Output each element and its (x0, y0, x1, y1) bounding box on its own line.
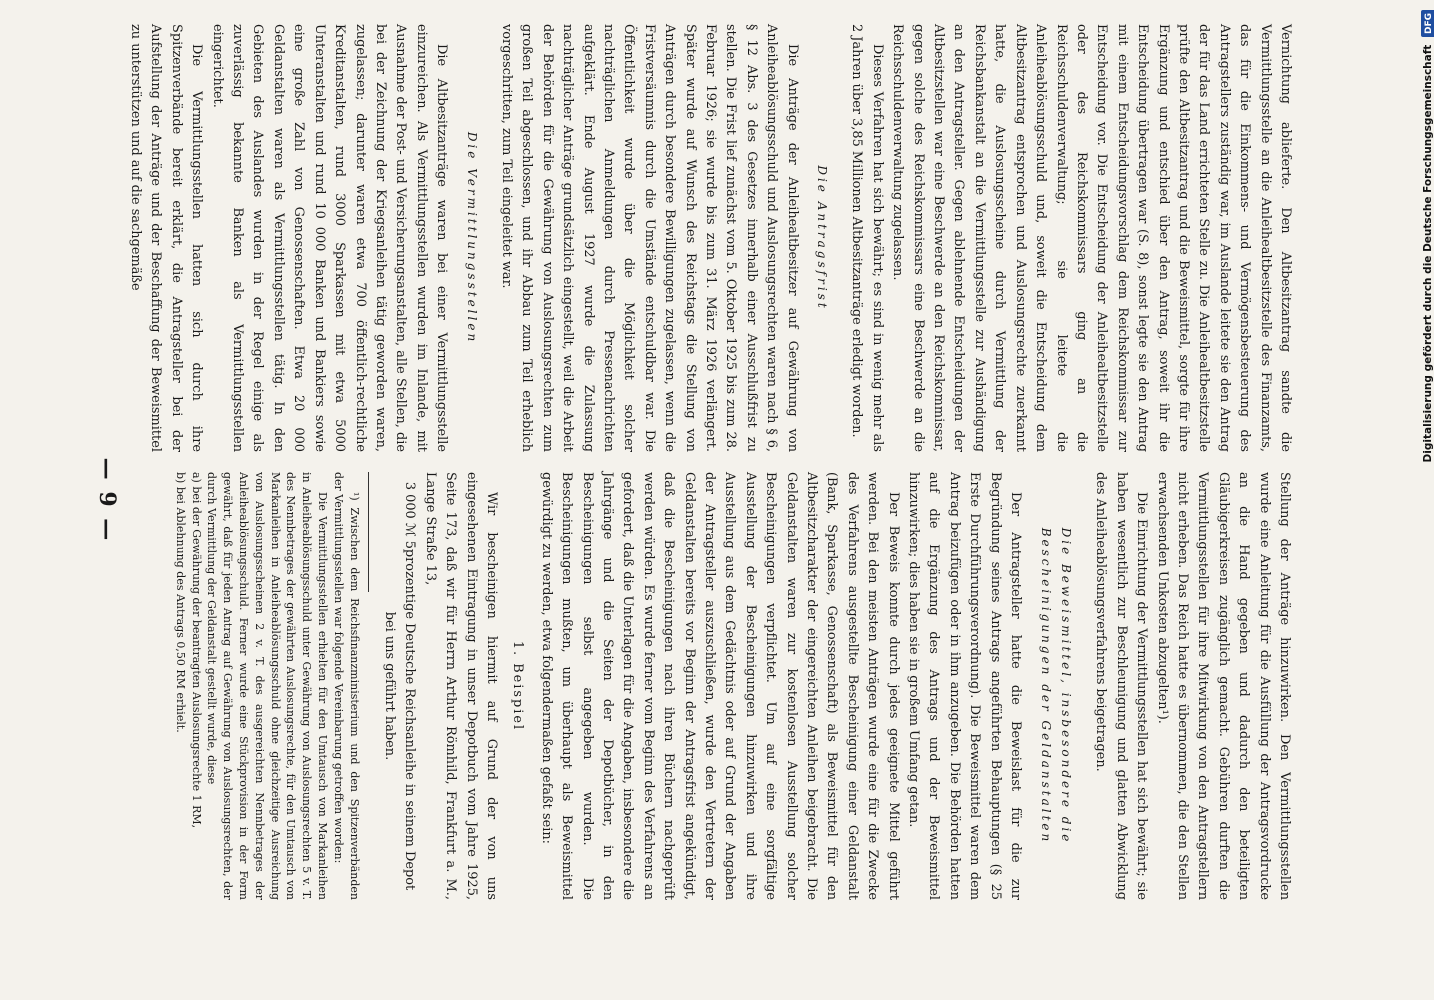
paragraph: Stellung der Anträge hinzuwirken. Den Vermittlungsstellen wurde eine Anleitung für die Ausfüllung der Antragsvordrucke an die Hand gegeben und dadurch den beteiligten Gläubigerkreisen zugänglich gemacht. Gebühren durften die Vermittlungsstellen für ihre Mitwirkung von den Antragstellern nicht erheben. Das Reich hatte es übernommen, die den Stellen erwachsenden Unkosten abzugelten¹). (1154, 472, 1292, 900)
page-number: — 9 — (94, 457, 120, 543)
paragraph: Der Beweis konnte durch jedes geeignete Mittel geführt werden. Bei den meisten Anträgen wurde eine für die Zwecke des Verfahrens ausgestellte Bescheinigung einer Geldanstalt (Bank, Sparkasse, Genossenschaft) als Beweismittel für den Altbesitzcharakter der eingereichten Anleihen beigebracht. Die Geldanstalten waren zur kostenlosen Ausstellung solcher Bescheinigungen verpflichtet. Um auf eine sorgfältige Ausstellung der Bescheinigungen hinzuwirken und ihre Ausstellung aus dem Gedächtnis oder auf Grund der Angaben der Antragsteller auszuschließen, wurde den Vertretern der Geldanstalten bereits vor Beginn der Antragsfrist angekündigt, daß die Bescheinigungen nach ihren Büchern nachgeprüft werden würden. Es wurde ferner vom Beginn des Verfahrens an gefordert, daß die Unterlagen für die Angaben, insbesondere die Jahrgänge und die Seiten der Depotbücher, in den Bescheinigungen selbst angegeben wurden. Die Bescheinigungen mußten, um überhaupt als Beweismittel gewürdigt zu werden, etwa folgendermaßen gefaßt sein: (538, 472, 901, 900)
example-amount: 3 000 ℳ 5prozentige Deutsche Reichsanleihe in seinem Depot bei uns geführt haben. (381, 481, 418, 891)
section-heading-vermittlungsstellen: Die Vermittlungsstellen (464, 131, 479, 345)
footnote: Die Vermittlungsstellen erhielten für den Umtausch von Markanleihen in Anleiheablösungsschuld unter Gewährung von Auslosungsrechten 5 v. T. des Nennbetrages der gewährten Auslosungsrechte, für den Umtausch von Markanleihen in Anleiheablösungsschuld ohne gleichzeitige Ausreichung von Auslosungsscheinen 2 v. T. des ausgereichten Nennbetrages der Anleiheablösungsschuld. Ferner wurde eine Stückprovision in der Form gewährt, daß für jeden Antrag auf Gewährung von Auslosungsrechten, der durch Vermittlung der Geldanstalt gestellt wurde, diese (205, 472, 329, 900)
section-heading-antragsfrist: Die Antragsfrist (815, 165, 830, 311)
paragraph: Die Einrichtung der Vermittlungsstellen hat sich bewährt; sie haben wesentlich zur Beschleunigung und glatten Abwicklung des Anleiheablösungsverfahrens beigetragen. (1093, 472, 1150, 900)
dfg-logo: DFG (1421, 10, 1434, 37)
paragraph: Die Vermittlungsstellen hatten sich durch ihre Spitzenverbände bereit erklärt, die Antragsteller bei der Aufstellung der Anträge und der Beschaffung der Beweismittel zu unterstützen und auf die sachgemäße (128, 24, 205, 452)
section-heading-beweismittel: Die Beweismittel, insbesondere die Bescheinigungen der Geldanstalten (1038, 527, 1073, 845)
paragraph: Die Anträge der Anleihealtbesitzer auf Gewährung von Anleiheablösungsschuld und Auslosungsrechten waren nach § 6, § 12 Abs. 3 des Gesetzes innerhalb einer Ausschlußfrist zu stellen. Die Frist lief zunächst vom 5. Oktober 1925 bis zum 28. Februar 1926; sie wurde bis zum 31. März 1926 verlängert. Später wurde auf Wunsch des Reichstags die Stellung von Anträgen durch besondere Bewilligungen zugelassen, wenn die Fristversäumnis durch die Umstände entschuldbar war. Die Öffentlichkeit wurde über die Möglichkeit solcher nachträglichen Anmeldungen durch Pressenachrichten aufgeklärt. Ende August 1927 wurde die Zulassung nachträglicher Anträge grundsätzlich eingestellt, weil die Arbeit der Behörden für die Gewährung von Auslosungsrechten zum großen Teil abgeschlossen, und ihr Abbau zum Teil erheblich vorgeschritten, zum Teil eingeleitet war. (498, 24, 800, 452)
left-column (128, 24, 1295, 452)
paragraph: Die Altbesitzanträge waren bei einer Vermittlungsstelle einzureichen. Als Vermittlungsstellen wurden im Inlande, mit Ausnahme der Post- und Versicherungsanstalten, alle Stellen, die bei der Zeichnung der Kriegsanleihen tätig geworden waren, zugelassen; darunter waren etwa 700 öffentlich-rechtliche Kreditanstalten, rund 3000 Sparkassen mit etwa 5000 Unteranstalten und rund 10 000 Banken und Bankiers sowie eine große Zahl von Genossenschaften. Etwa 20 000 Geldanstalten waren als Vermittlungsstellen tätig. In den Gebieten des Auslandes wurden in der Regel einige als zuverlässig bekannte Banken als Vermittlungsstellen eingerichtet. (209, 24, 450, 452)
example-certificate: Wir bescheinigen hiermit auf Grund der von uns eingesehenen Eintragung in unser Depotbuch vom Jahre 1925, Seite 173, daß wir für Herrn Arthur Römhild, Frankfurt a. M., Lange Straße 13, (422, 472, 499, 900)
footnote: ¹) Zwischen dem Reichsfinanzministerium und den Spitzenverbänden der Vermittlungsstellen war folgende Vereinbarung getroffen worden: (331, 472, 361, 900)
scanned-page (2, 0, 1302, 1000)
footnote: b) bei Ablehnung des Antrags 0,50 RM erhielt. (173, 472, 187, 733)
funding-notice (1420, 10, 1434, 990)
funding-sidebar (1418, 10, 1434, 990)
paragraph: Der Antragsteller hatte die Beweislast für die zur Begründung seines Antrags angeführten Behauptungen (§ 25 Erste Durchführungsverordnung). Die Beweismittel waren dem Antrag beizufügen oder in ihm anzugeben. Die Behörden hatten auf die Ergänzung des Antrags und der Beweismittel hinzuwirken; dies haben sie in großem Umfang getan. (906, 472, 1024, 900)
right-column (134, 472, 1294, 900)
funding-notice-text: Digitalisierung gefördert durch die Deutsche Forschungsgemeinschaft (1422, 44, 1434, 463)
footnote-divider (368, 472, 369, 592)
footnote: a) bei der Gewährung der beantragten Auslosungsrechte 1 RM, (189, 472, 203, 829)
paragraph: Dieses Verfahren hat sich bewährt; es sind in wenig mehr als 2 Jahren über 3,85 Millionen Altbesitzanträge erledigt worden. (849, 24, 885, 452)
example-heading: 1. Beispiel (510, 640, 526, 732)
paragraph: Vernichtung ablieferte. Den Altbesitzantrag sandte die Vermittlungsstelle an die Anleihealtbesitzstelle des Finanzamts, das für die Einkommens- und Vermögensbesteuerung des Antragstellers zuständig war, im Auslande leitete sie den Antrag der für das Land errichteten Stelle zu. Die Anleihealtbesitzstelle prüfte den Altbesitzantrag und die Beweismittel, sorgte für ihre Ergänzung und entschied über den Antrag, soweit ihr die Entscheidung übertragen war (S. 8), sonst legte sie den Antrag mit einem Entscheidungsvorschlag dem Reichskommissar zur Entscheidung vor. Die Entscheidung der Anleihealtbesitzstelle oder des Reichskommissars ging an die Reichsschuldenverwaltung; sie leitete die Anleiheablösungsschuld und, soweit die Entscheidung dem Altbesitzantrag entsprochen und Auslosungsrechte zuerkannt hatte, die Auslosungsscheine durch Vermittlung der Reichsbankanstalt an die Vermittlungsstelle zur Aushändigung an den Antragsteller. Gegen ablehnende Entscheidungen der Altbesitzstellen war eine Beschwerde an den Reichskommissar, gegen solche des Reichskommissars eine Beschwerde an die Reichsschuldenverwaltung zugelassen. (890, 24, 1293, 452)
